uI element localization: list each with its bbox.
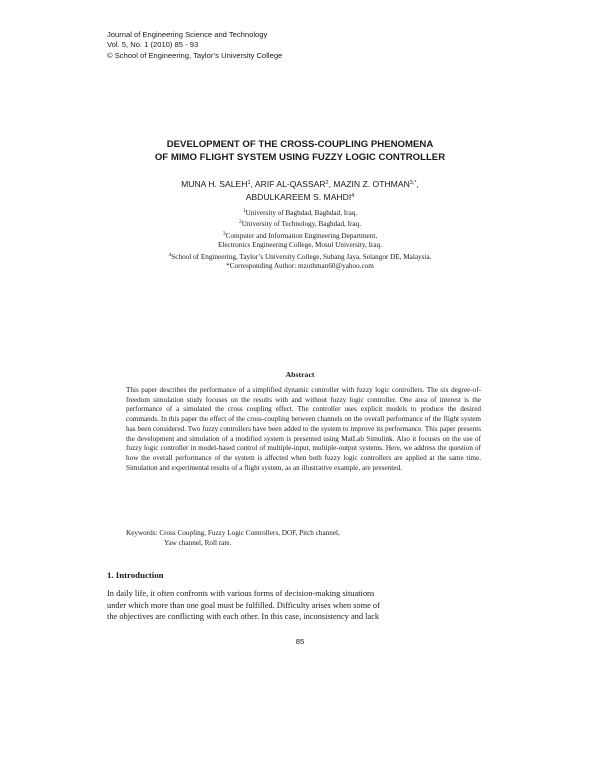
intro-line-3: the objectives are conflicting with each other. In this case, inconsistency and lack (107, 612, 380, 621)
affiliation-4-text: School of Engineering, Taylor’s University College, Subang Jaya, Selangor DE, Malaysia. (171, 252, 432, 261)
affiliation-3 (0, 230, 600, 241)
affiliations (0, 207, 600, 271)
affiliation-4 (0, 251, 600, 262)
journal-header (107, 30, 282, 61)
author-2: ARIF AL-QASSAR (254, 179, 326, 189)
journal-copyright: © School of Engineering, Taylor’s University College (107, 50, 283, 60)
abstract-body: This paper describes the performance of a simplified dynamic controller with fuzzy logic controllers. The six degree-of-freedom simulation study focuses on the results with and without fuzzy logic controller. One area of interest is the performance of a simulated the cross coupling effect. The controller uses explicit models to produce the desired commands. In this paper the effect of the cross-coupling between channels on the overall performance of the flight system has been considered. Two fuzzy controllers have been added to the system to improve its performance. This paper presents the development and simulation of a modified system is presented using MatLab Simulink. Also it focuses on the use of fuzzy logic controller in model-based control of multiple-input, multiple-output systems. Here, we address the question of how the overall performance of the system is affected when both fuzzy logic controllers are applied at the same time. Simulation and experimental results of a flight system, as an illustrative example, are presented. (126, 386, 481, 472)
affiliation-3-text: Computer and Information Engineering Department, (225, 231, 378, 240)
author-line-1: MUNA H. SALEH$^1$, ARIF AL-QASSAR$^2$, MAZIN Z. $OTHMAN^{3,*}$, (181, 179, 419, 189)
author-3-sup: 3,* (409, 180, 417, 186)
title-line-2: OF MIMO FLIGHT SYSTEM USING FUZZY LOGIC CONTROLLER (154, 152, 446, 163)
journal-name: Journal of Engineering Science and Technology (107, 30, 268, 39)
affiliation-4-sup: 4 (168, 251, 172, 258)
keywords (126, 528, 481, 548)
author-1: MUNA H. SALEH (181, 179, 248, 189)
affiliation-1-text: University of Baghdad, Baghdad, Iraq. (245, 209, 358, 217)
title-line-1: DEVELOPMENT OF THE CROSS-COUPLING PHENOMENA (166, 139, 434, 150)
page-number: 85 (295, 637, 305, 646)
affiliation-2-sup: 2 (238, 219, 242, 226)
intro-line-2: under which more than one goal must be fulfilled. Difficulty arises when some of (107, 600, 380, 610)
author-2-sup: 2 (325, 180, 329, 186)
author-list (0, 178, 600, 203)
affiliation-2-text: University of Technology, Baghdad, Iraq. (241, 220, 361, 229)
author-1-sup: 1 (247, 180, 251, 186)
keywords-line-2: Yaw channel, Roll rate. (164, 539, 232, 547)
affiliation-3-sup: 3 (222, 230, 226, 237)
author-3: MAZIN Z. OTHMAN (333, 179, 410, 189)
abstract-heading: Abstract (285, 370, 315, 379)
keywords-line-1: Keywords: Cross Coupling, Fuzzy Logic Controllers, DOF, Pitch channel, (126, 529, 340, 537)
intro-line-1: In daily life, it often confronts with various forms of decision-making situations (107, 589, 375, 598)
introduction-body (107, 588, 492, 623)
affiliation-2 (0, 218, 600, 229)
author-4-sup: 4 (351, 192, 355, 199)
journal-volume: Vol. 5, No. 1 (2010) 85 - 93 (107, 40, 199, 50)
section-heading-introduction: 1. Introduction (107, 570, 164, 580)
author-4: ABDULKAREEM S. MAHDI (245, 191, 352, 202)
paper-title (0, 138, 600, 164)
corresponding-author: *Corresponding Author: mzothman60@yahoo.com (226, 262, 374, 271)
affiliation-3-cont: Electronics Engineering College, Mosul University, Iraq. (217, 241, 382, 250)
affiliation-1 (0, 207, 600, 218)
author-line-2 (0, 191, 600, 204)
affiliation-1-sup: 1 (242, 208, 246, 214)
